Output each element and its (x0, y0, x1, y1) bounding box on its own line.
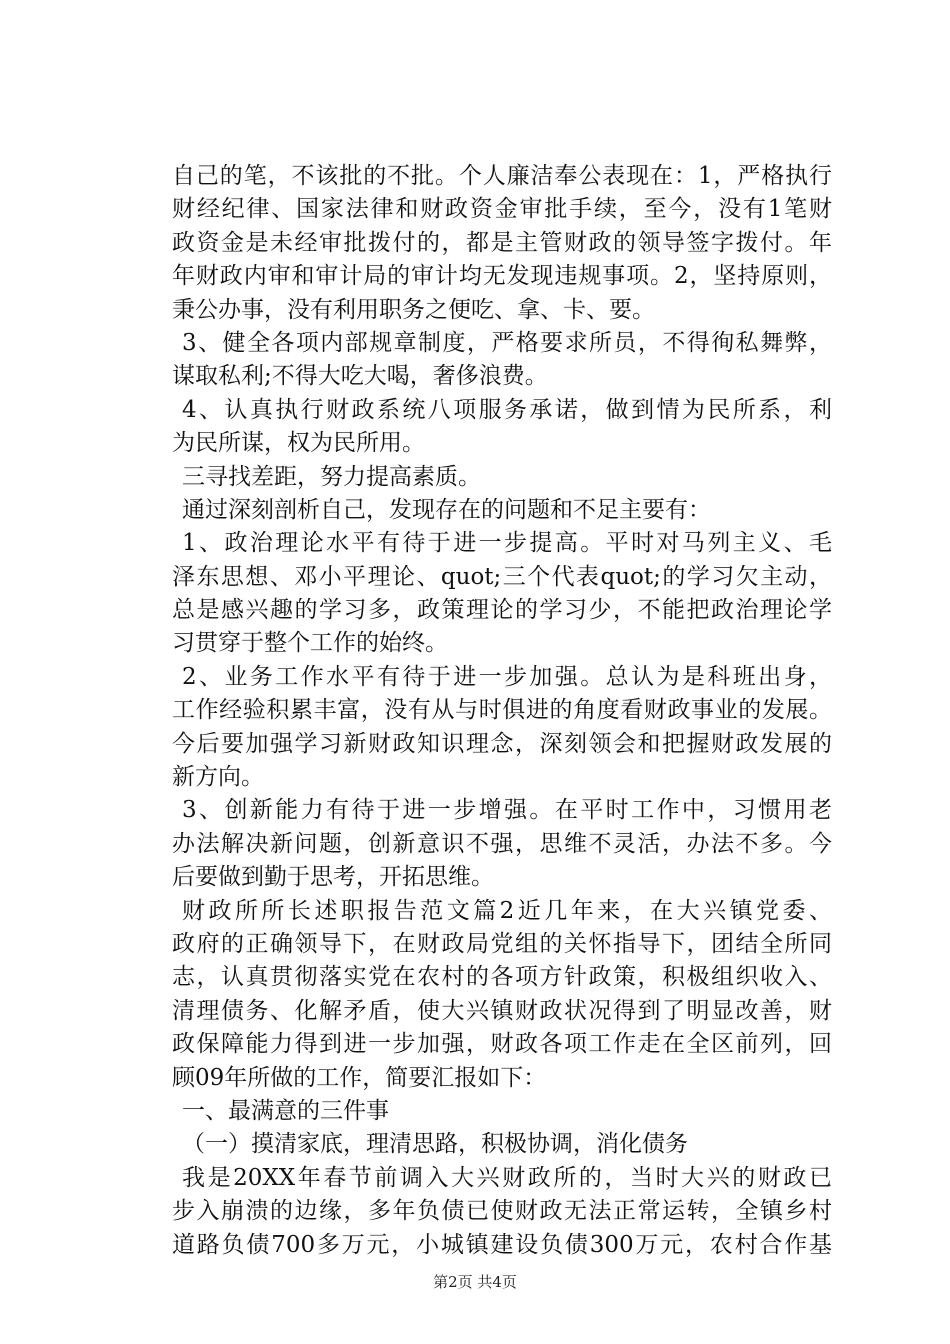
text-line: 年财政内审和审计局的审计均无发现违规事项。2，坚持原则， (172, 263, 832, 290)
text-line: 今后要加强学习新财政知识理念，深刻领会和把握财政发展的 (172, 730, 832, 757)
text-line: 工作经验积累丰富，没有从与时俱进的角度看财政事业的发展。 (172, 697, 832, 724)
text-line: 4、认真执行财政系统八项服务承诺，做到情为民所系，利 (182, 396, 832, 423)
text-line: 新方向。 (172, 764, 264, 791)
text-line: 财政所所长述职报告范文篇2近几年来，在大兴镇党委、 (182, 897, 832, 924)
text-line: 清理债务、化解矛盾，使大兴镇财政状况得到了明显改善，财 (172, 997, 832, 1024)
text-line: 自己的笔，不该批的不批。个人廉洁奉公表现在：1，严格执行 (172, 163, 832, 189)
text-line: 一、最满意的三件事 (182, 1097, 389, 1124)
text-line: 志，认真贯彻落实党在农村的各项方针政策，积极组织收入、 (172, 964, 832, 991)
text-line: 政资金是未经审批拨付的，都是主管财政的领导签字拨付。年 (172, 229, 832, 256)
text-line: 总是感兴趣的学习多，政策理论的学习少，不能把政治理论学 (172, 597, 832, 624)
text-line: 我是20XX年春节前调入大兴财政所的，当时大兴的财政已 (182, 1164, 832, 1191)
text-line: 3、创新能力有待于进一步增强。在平时工作中，习惯用老 (182, 797, 832, 824)
text-line: 步入崩溃的边缘，多年负债已使财政无法正常运转，全镇乡村 (172, 1198, 832, 1225)
text-line: 办法解决新问题，创新意识不强，思维不灵活，办法不多。今 (172, 830, 832, 857)
text-line: 顾09年所做的工作，简要汇报如下： (172, 1064, 547, 1091)
text-line: 泽东思想、邓小平理论、quot;三个代表quot;的学习欠主动， (172, 563, 832, 590)
text-line: 3、健全各项内部规章制度，严格要求所员，不得徇私舞弊， (182, 329, 832, 356)
text-line: 三寻找差距，努力提高素质。 (182, 463, 481, 490)
document-body (172, 160, 832, 1262)
text-line: 道路负债700多万元，小城镇建设负债300万元，农村合作基 (172, 1231, 832, 1258)
text-line: 习贯穿于整个工作的始终。 (172, 630, 448, 657)
text-line: 为民所谋，权为民所用。 (172, 430, 425, 457)
text-line: 政府的正确领导下，在财政局党组的关怀指导下，团结全所同 (172, 930, 832, 957)
text-line: 谋取私利;不得大吃大喝，奢侈浪费。 (172, 363, 548, 390)
text-line: 1、政治理论水平有待于进一步提高。平时对马列主义、毛 (182, 530, 832, 557)
page-footer: 第2页 共4页 (433, 1273, 517, 1291)
text-line: 政保障能力得到进一步加强，财政各项工作走在全区前列，回 (172, 1031, 832, 1058)
text-line: （一）摸清家底，理清思路，积极协调，消化债务 (182, 1131, 688, 1158)
text-line: 2、业务工作水平有待于进一步加强。总认为是科班出身， (182, 663, 832, 690)
text-line: 财经纪律、国家法律和财政资金审批手续，至今，没有1笔财 (172, 196, 832, 223)
text-line: 后要做到勤于思考，开拓思维。 (172, 864, 494, 891)
text-line: 秉公办事，没有利用职务之便吃、拿、卡、要。 (172, 296, 655, 323)
text-line: 通过深刻剖析自己，发现存在的问题和不足主要有： (182, 496, 711, 523)
